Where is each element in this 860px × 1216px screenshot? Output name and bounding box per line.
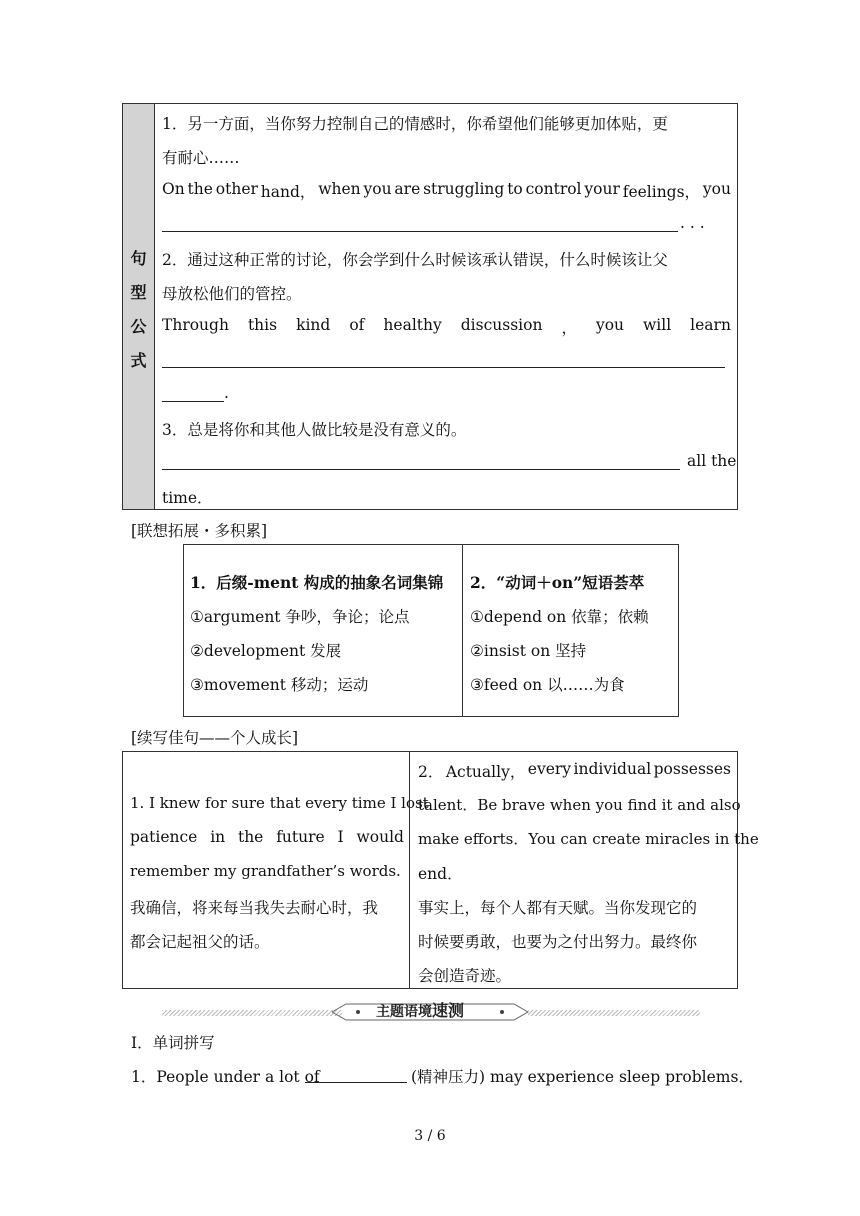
answer-blank[interactable]	[162, 367, 725, 368]
word: this	[247, 316, 278, 334]
word: discussion	[460, 316, 543, 334]
left-cn-line2: 都会记起祖父的话。	[130, 933, 270, 951]
section-title: [续写佳句——个人成长]	[131, 729, 299, 747]
right-en-line2: talent．Be brave when you find it and also	[418, 796, 741, 814]
list-item: ③feed on 以……为食	[470, 676, 625, 694]
side-char: 公	[130, 317, 147, 336]
word: in	[210, 828, 226, 846]
page-number: 3 / 6	[414, 1128, 446, 1144]
question-1-prefix: 1．People under a lot of	[131, 1068, 320, 1086]
word: control	[525, 180, 582, 198]
side-char: 型	[130, 283, 147, 302]
left-cn-line1: 我确信，将来每当我失去耐心时，我	[130, 899, 379, 917]
word: Actually，	[445, 763, 526, 781]
word: individual	[573, 760, 652, 778]
answer-blank[interactable]	[162, 469, 680, 470]
word: will	[643, 316, 672, 334]
right-en-line1	[418, 760, 731, 782]
exercise-section: Ⅰ．单词拼写	[131, 1034, 215, 1052]
word: would	[356, 828, 404, 846]
word: struggling	[423, 180, 505, 198]
item1-cn-line1: 1．另一方面，当你努力控制自己的情感时，你希望他们能够更加体贴，更	[162, 115, 668, 133]
item2-en-line	[162, 316, 731, 338]
answer-blank[interactable]	[305, 1082, 407, 1083]
item1-en-line	[162, 180, 731, 202]
word: healthy	[383, 316, 442, 334]
word: when	[318, 180, 361, 198]
column-divider	[462, 545, 463, 716]
word: other	[215, 180, 258, 198]
side-char: 式	[130, 351, 147, 370]
answer-blank[interactable]	[162, 401, 224, 402]
banner-title	[376, 998, 464, 1021]
word: Through	[162, 316, 229, 334]
list-item: ①depend on 依靠；依赖	[470, 608, 649, 626]
banner-text-emphasis: 速测	[432, 1001, 465, 1020]
left-en-line1: 1. I knew for sure that every time I lost	[130, 794, 429, 812]
right-cn-line3: 会创造奇迹。	[418, 967, 512, 985]
item1-cn-line2: 有耐心……	[162, 149, 240, 167]
list-item: ②development 发展	[190, 642, 342, 660]
expand-col2-title: 2．“动词＋on”短语荟萃	[470, 573, 645, 592]
word: you	[363, 180, 392, 198]
banner-decoration-left	[162, 1010, 342, 1016]
right-en-line3: make efforts．You can create miracles in the	[418, 830, 759, 848]
word: the	[187, 180, 213, 198]
word: patience	[130, 828, 198, 846]
word: of	[349, 316, 365, 334]
right-en-line4: end．	[418, 865, 463, 883]
word: kind	[296, 316, 331, 334]
word: are	[394, 180, 421, 198]
side-char: 句	[130, 249, 147, 268]
word: On	[162, 180, 185, 198]
right-cn-line2: 时候要勇敢，也要为之付出努力。最终你	[418, 933, 698, 951]
list-item: ①argument 争吵，争论；论点	[190, 608, 410, 626]
banner-decoration-right	[528, 1010, 700, 1016]
answer-blank[interactable]	[162, 231, 678, 232]
expand-col1-title: 1．后缀-ment 构成的抽象名词集锦	[190, 573, 444, 592]
word: to	[507, 180, 523, 198]
word: your	[584, 180, 620, 198]
left-en-line2	[130, 828, 404, 846]
word: you	[595, 316, 625, 334]
word: ，	[561, 319, 577, 337]
item2-tail: .	[224, 384, 229, 402]
list-item: ②insist on 坚持	[470, 642, 587, 660]
right-cn-line1: 事实上，每个人都有天赋。当你发现它的	[418, 899, 698, 917]
item1-tail: . . .	[680, 214, 705, 232]
word: hand，	[260, 183, 316, 201]
item3-tail: all the	[687, 452, 737, 470]
word: I	[337, 828, 344, 846]
item2-cn-line1: 2．通过这种正常的讨论，你会学到什么时候该承认错误，什么时候该让父	[162, 251, 668, 269]
section-title: [联想拓展・多积累]	[131, 522, 268, 540]
pattern-side-label	[123, 104, 155, 509]
item3-line3: time．	[162, 489, 213, 507]
item3-cn-line1: 3．总是将你和其他人做比较是没有意义的。	[162, 421, 467, 439]
word: learn	[690, 316, 731, 334]
word: future	[276, 828, 325, 846]
word: possesses	[653, 760, 731, 778]
banner-text: 主题语境	[376, 1004, 432, 1020]
item2-cn-line2: 母放松他们的管控。	[162, 285, 302, 303]
word: you	[702, 180, 731, 198]
word: feelings，	[622, 183, 701, 201]
word: every	[527, 760, 572, 778]
list-item: ③movement 移动；运动	[190, 676, 369, 694]
left-en-line3: remember my grandfather’s words.	[130, 862, 401, 880]
question-1-suffix: (精神压力) may experience sleep problems．	[411, 1068, 754, 1086]
word: 2．	[418, 763, 444, 781]
word: the	[237, 828, 264, 846]
column-divider	[409, 752, 410, 988]
